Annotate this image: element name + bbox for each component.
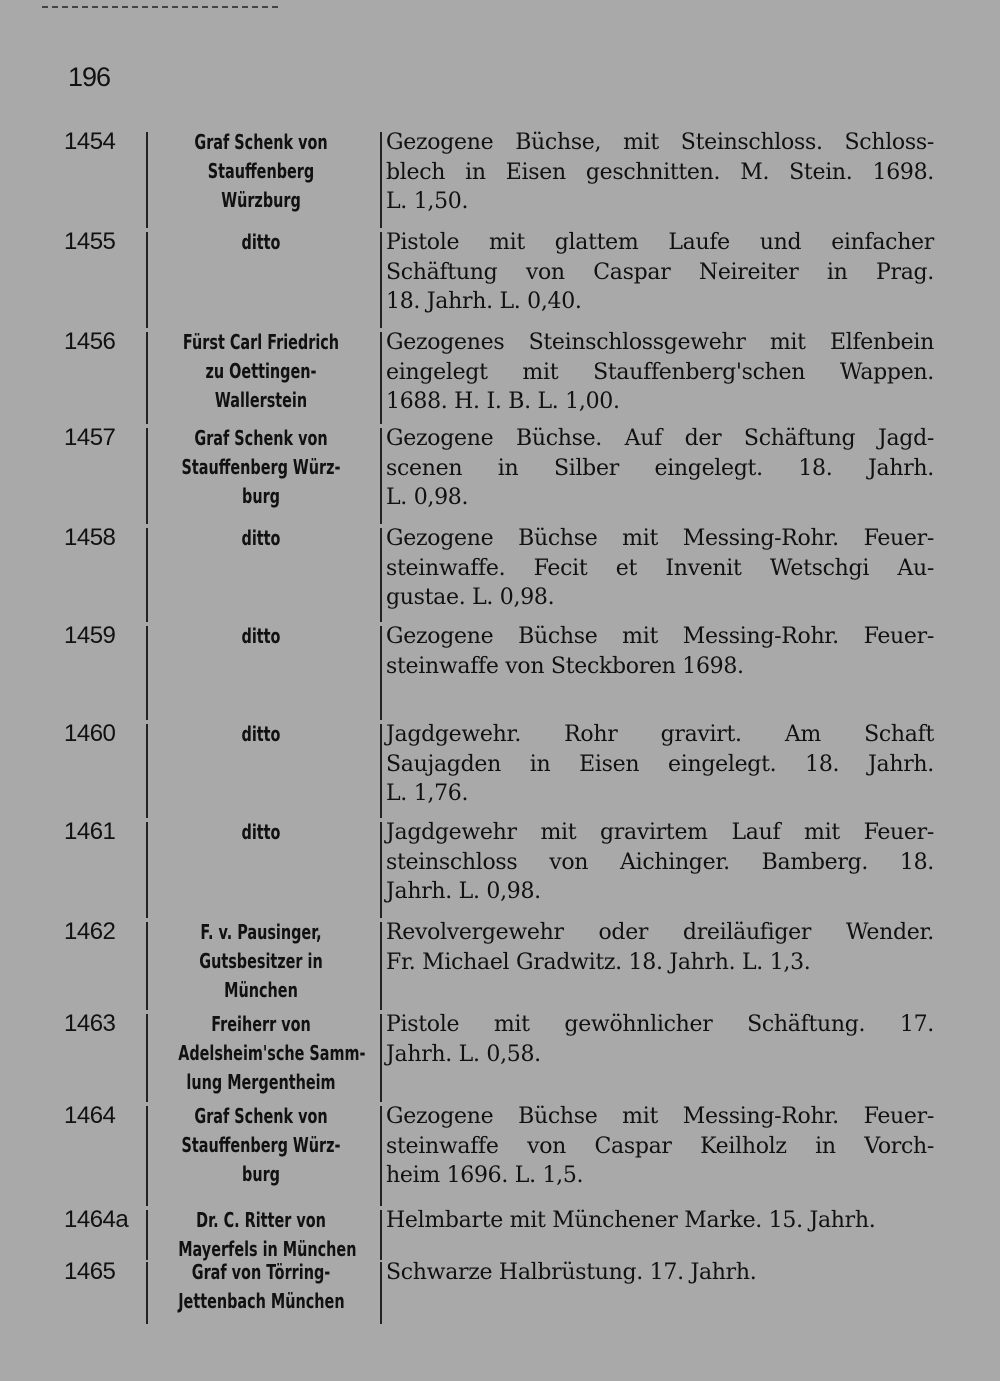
entry-lender [178, 1258, 344, 1316]
lender-line: Stauffenberg Würz- [181, 455, 341, 479]
lender-line: ditto [241, 526, 281, 550]
lender-line: F. v. Pausinger, [200, 920, 322, 944]
description-line: heim 1696. L. 1,5. [386, 1163, 584, 1188]
entry-number: 1454 [64, 128, 116, 155]
entry-description [386, 1010, 934, 1069]
description-line: Jahrh. L. 0,58. [386, 1041, 541, 1067]
entry-number: 1461 [64, 818, 116, 845]
column-rule-right [380, 1262, 382, 1324]
entry-number: 1465 [64, 1258, 116, 1285]
lender-line: Graf Schenk von [194, 1104, 328, 1128]
description-line: Gezogene Büchse mit Messing-Rohr. Feuer- [386, 1104, 934, 1129]
description-line: blech in Eisen geschnitten. M. Stein. 1698. [386, 159, 934, 185]
lender-line: Graf Schenk von [194, 130, 328, 154]
lender-line: burg [242, 1162, 280, 1186]
description-line: steinwaffe von Steckboren 1698. [386, 653, 744, 679]
description-line: 18. Jahrh. L. 0,40. [386, 289, 582, 314]
description-line: steinwaffe. Fecit et Invenit Wetschgi Au- [386, 555, 934, 581]
lender-line: Jettenbach München [178, 1289, 345, 1313]
description-line: gustae. L. 0,98. [386, 585, 555, 610]
description-line: Gezogenes Steinschlossgewehr mit Elfenbein [386, 330, 934, 355]
lender-line: Gutsbesitzer in [199, 949, 323, 973]
column-rule-left [146, 922, 148, 1010]
column-rule-right [380, 232, 382, 328]
entry-lender [178, 228, 344, 257]
description-line: Schwarze Halbrüstung. 17. Jahrh. [386, 1260, 757, 1285]
column-rule-right [380, 1210, 382, 1260]
column-rule-right [380, 1106, 382, 1206]
column-rule-left [146, 626, 148, 720]
lender-line: Dr. C. Ritter von [196, 1208, 326, 1232]
lender-line: Fürst Carl Friedrich [182, 330, 340, 354]
top-dashed-rule [42, 6, 278, 8]
entry-lender [178, 818, 344, 847]
page-number: 196 [68, 62, 111, 92]
column-rule-left [146, 132, 148, 228]
description-line: L. 0,98. [386, 485, 469, 510]
entry-description [386, 524, 934, 613]
entry-description [386, 228, 934, 317]
description-line: Jahrh. L. 0,98. [386, 879, 541, 904]
entry-number: 1460 [64, 720, 116, 747]
entry-number: 1456 [64, 328, 116, 355]
lender-line: Freiherr von [211, 1012, 311, 1036]
entry-lender [178, 128, 344, 215]
entry-description [386, 424, 934, 513]
column-rule-left [146, 428, 148, 524]
description-line: eingelegt mit Stauffenberg'schen Wappen. [386, 359, 934, 385]
description-line: Pistole mit gewöhnlicher Schäftung. 17. [386, 1012, 934, 1037]
entry-description [386, 328, 934, 417]
lender-line: burg [242, 484, 280, 508]
description-line: steinschloss von Aichinger. Bamberg. 18. [386, 849, 934, 875]
description-line: Gezogene Büchse. Auf der Schäftung Jagd- [386, 426, 934, 451]
column-rule-right [380, 428, 382, 524]
lender-line: zu Oettingen- [205, 359, 317, 383]
description-line: Pistole mit glattem Laufe und einfacher [386, 230, 934, 255]
lender-line: lung Mergentheim [186, 1070, 336, 1094]
column-rule-right [380, 724, 382, 818]
lender-line: Adelsheim'sche Samm- [178, 1041, 366, 1065]
entry-number: 1455 [64, 228, 116, 255]
column-rule-right [380, 528, 382, 622]
description-line: Revolvergewehr oder dreiläufiger Wender. [386, 920, 934, 945]
entry-description [386, 622, 934, 681]
entry-number: 1464 [64, 1102, 116, 1129]
lender-line: Stauffenberg Würz- [181, 1133, 341, 1157]
column-rule-right [380, 132, 382, 228]
column-rule-right [380, 1014, 382, 1102]
lender-line: ditto [241, 820, 281, 844]
entry-number: 1458 [64, 524, 116, 551]
column-rule-left [146, 1106, 148, 1206]
description-line: Jagdgewehr. Rohr gravirt. Am Schaft [386, 722, 934, 747]
entry-lender [178, 1010, 366, 1097]
column-rule-left [146, 1262, 148, 1324]
entry-description [386, 818, 934, 907]
description-line: Gezogene Büchse mit Messing-Rohr. Feuer- [386, 624, 934, 649]
description-line: Gezogene Büchse, mit Steinschloss. Schloss- [386, 130, 934, 155]
lender-line: Graf Schenk von [194, 426, 328, 450]
entry-description [386, 720, 934, 809]
column-rule-right [380, 626, 382, 720]
description-line: L. 1,76. [386, 781, 469, 806]
entry-lender [178, 1102, 344, 1189]
entry-lender [178, 524, 344, 553]
lender-line: Mayerfels in München [178, 1237, 357, 1261]
entry-number: 1459 [64, 622, 116, 649]
entry-lender [178, 1206, 357, 1264]
description-line: 1688. H. I. B. L. 1,00. [386, 389, 620, 414]
entry-number: 1457 [64, 424, 116, 451]
column-rule-right [380, 822, 382, 918]
entry-number: 1464a [64, 1206, 129, 1233]
entry-description [386, 918, 934, 977]
entry-description [386, 1206, 934, 1236]
description-line: Gezogene Büchse mit Messing-Rohr. Feuer- [386, 526, 934, 551]
entry-number: 1463 [64, 1010, 116, 1037]
column-rule-left [146, 1014, 148, 1102]
lender-line: Würzburg [221, 188, 301, 212]
entry-description [386, 128, 934, 217]
description-line: Helmbarte mit Münchener Marke. 15. Jahrh. [386, 1208, 876, 1233]
entry-description [386, 1102, 934, 1191]
lender-line: ditto [241, 722, 281, 746]
lender-line: Graf von Törring- [191, 1260, 331, 1284]
column-rule-left [146, 822, 148, 918]
entry-lender [178, 918, 344, 1005]
column-rule-right [380, 332, 382, 424]
entry-lender [178, 328, 344, 415]
entry-number: 1462 [64, 918, 116, 945]
column-rule-left [146, 332, 148, 424]
entry-lender [178, 424, 344, 511]
column-rule-left [146, 724, 148, 818]
column-rule-right [380, 922, 382, 1010]
lender-line: ditto [241, 624, 281, 648]
column-rule-left [146, 528, 148, 622]
description-line: Schäftung von Caspar Neireiter in Prag. [386, 259, 934, 285]
description-line: steinwaffe von Caspar Keilholz in Vorch- [386, 1133, 934, 1159]
entry-description [386, 1258, 934, 1288]
lender-line: ditto [241, 230, 281, 254]
description-line: L. 1,50. [386, 189, 469, 214]
description-line: scenen in Silber eingelegt. 18. Jahrh. [386, 455, 934, 481]
entry-lender [178, 720, 344, 749]
description-line: Fr. Michael Gradwitz. 18. Jahrh. L. 1,3. [386, 949, 811, 975]
lender-line: Wallerstein [214, 388, 308, 412]
entry-lender [178, 622, 344, 651]
column-rule-left [146, 232, 148, 328]
description-line: Saujagden in Eisen eingelegt. 18. Jahrh. [386, 751, 934, 777]
description-line: Jagdgewehr mit gravirtem Lauf mit Feuer- [386, 820, 934, 845]
column-rule-left [146, 1210, 148, 1260]
lender-line: München [224, 978, 298, 1002]
lender-line: Stauffenberg [207, 159, 315, 183]
